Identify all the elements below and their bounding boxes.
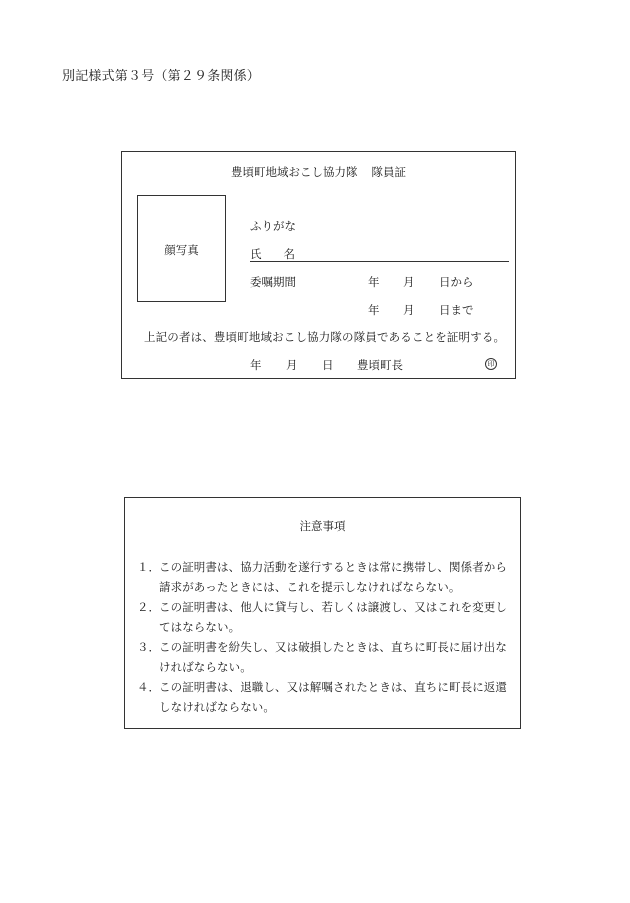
term-start-year: 年: [368, 275, 380, 289]
note-4-line-2: しなければならない。: [159, 700, 275, 714]
issue-year: 年: [250, 358, 262, 372]
note-3-line-2: ければならない。: [159, 660, 252, 674]
name-underline: [250, 261, 509, 262]
card-title-main: 豊頃町地域おこし協力隊: [231, 165, 358, 179]
note-1-line-2: 請求があったときには、これを提示しなければならない。: [159, 580, 461, 594]
furigana-label: ふりがな: [250, 219, 296, 233]
term-end-day: 日まで: [439, 303, 474, 317]
term-start-month: 月: [403, 275, 415, 289]
name-label-second: 名: [283, 247, 295, 261]
note-1-line-1: この証明書は、協力活動を遂行するときは常に携帯し、関係者から: [159, 560, 507, 574]
issue-month: 月: [286, 358, 298, 372]
note-1-number: １．: [137, 560, 160, 574]
note-4-number: ４．: [137, 680, 160, 694]
name-label-first: 氏: [250, 247, 262, 261]
note-2-number: ２．: [137, 600, 160, 614]
card-title: [122, 164, 515, 180]
certification-text: 上記の者は、豊頃町地域おこし協力隊の隊員であることを証明する。: [144, 330, 506, 344]
issuer-label: 豊頃町長: [357, 358, 403, 372]
note-3-line-1: この証明書を紛失し、又は破損したときは、直ちに町長に届け出な: [159, 640, 507, 654]
term-label: 委嘱期間: [250, 275, 296, 289]
notes-title: 注意事項: [299, 519, 346, 533]
term-end-month: 月: [403, 303, 415, 317]
card-title-sub: 隊員証: [371, 165, 406, 179]
note-4-line-1: この証明書は、退職し、又は解嘱されたときは、直ちに町長に返還: [159, 680, 507, 694]
photo-label: 顔写真: [164, 243, 199, 257]
term-end-year: 年: [368, 303, 380, 317]
term-start-day: 日から: [439, 275, 474, 289]
name-label: [250, 246, 295, 262]
note-3-number: ３．: [137, 640, 160, 654]
id-card: [121, 151, 516, 379]
note-2-line-1: この証明書は、他人に貸与し、若しくは譲渡し、又はこれを変更し: [159, 600, 507, 614]
form-title: 別記様式第３号（第２９条関係）: [62, 69, 261, 84]
photo-box: [137, 195, 226, 302]
issue-day: 日: [322, 358, 334, 372]
note-2-line-2: てはならない。: [159, 620, 241, 634]
notes-box: [124, 497, 521, 729]
seal-mark: 印: [485, 358, 497, 370]
